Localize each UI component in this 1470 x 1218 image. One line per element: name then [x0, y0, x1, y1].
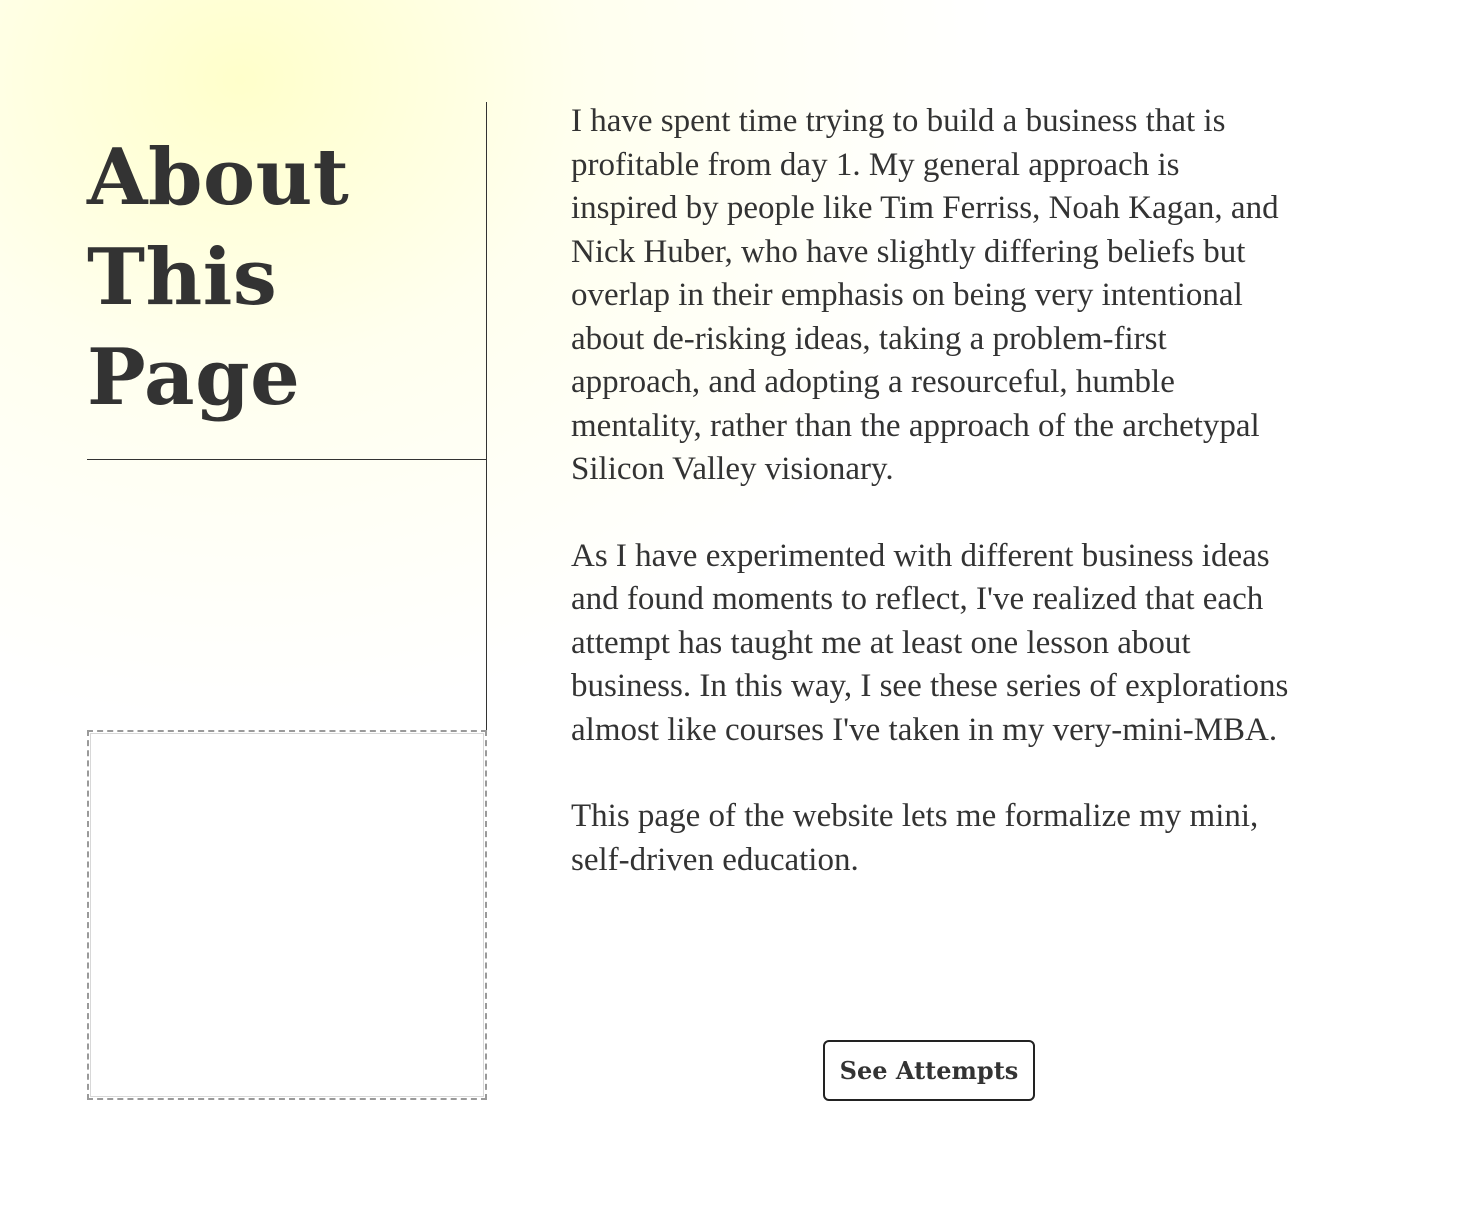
paragraph-intro: I have spent time trying to build a business that is profitable from day 1. My general approach is inspired by people like Tim Ferriss, Noah Kagan, and Nick Huber, who have slightly differing beliefs but overlap in their emphasis on being very intentional about de-risking ideas, taking a problem-first approach, and adopting a resourceful, humble mentality, rather than the approach of the archetypal Silicon Valley visionary. [571, 103, 1279, 487]
see-attempts-button[interactable]: See Attempts [823, 1040, 1035, 1101]
paragraph-purpose: This page of the website lets me formalize my mini, self-driven education. [571, 798, 1259, 878]
title-divider [87, 459, 487, 460]
left-panel [87, 102, 487, 1100]
page-title [87, 128, 349, 428]
page-title-word-this: This [87, 232, 278, 323]
page-title-word-page: Page [87, 332, 301, 423]
page-title-word-about: About [87, 132, 350, 223]
paragraph-lessons: As I have experimented with different business ideas and found moments to reflect, I've realized that each attempt has taught me at least one lesson about business. In this way, I see these series of explorations almost like courses I've taken in my very-mini-MBA. [571, 537, 1289, 748]
about-content [571, 100, 1291, 882]
image-placeholder [87, 730, 487, 1100]
